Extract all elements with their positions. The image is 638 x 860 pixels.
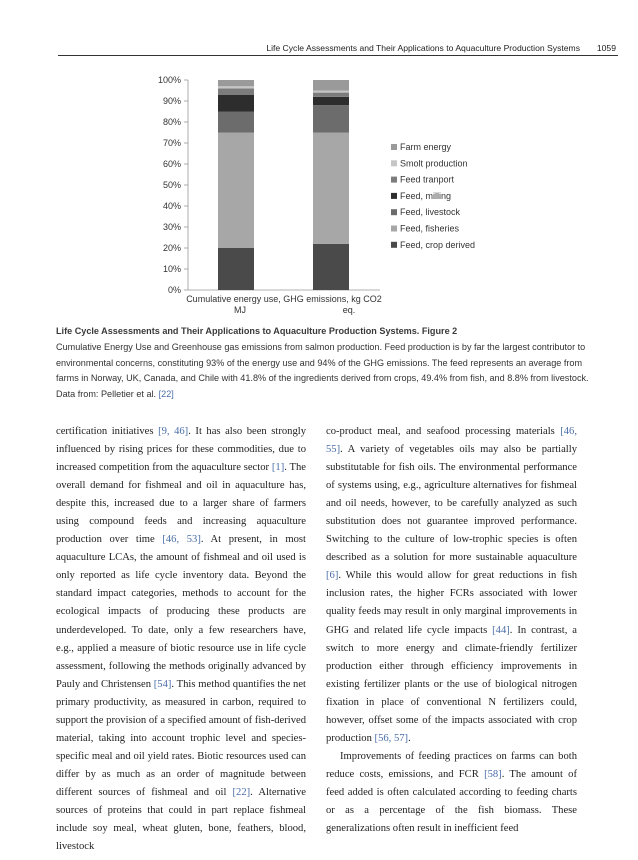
y-tick-label: 50% <box>162 180 181 190</box>
citation-link[interactable]: [46, 55] <box>326 426 577 456</box>
right-paragraph-1 <box>326 423 577 748</box>
y-tick-label: 20% <box>162 243 181 253</box>
body-text: . Alternative sources of proteins that could in part replace fishmeal include soy meal, wheat gluten, bone, feathers, blood, livestock <box>56 786 306 853</box>
legend-label: Feed tranport <box>400 174 455 185</box>
left-column <box>56 423 306 856</box>
body-text: co-product meal, and seafood processing materials <box>326 426 561 437</box>
body-text: . This method quantifies the net primary productivity, as measured in carbon, required to support the provision of a specified amount of fish-derived material, taking into account trophic level and species-specific meal and oil yield rates. Biotic resources used can differ by as much as an order of magnitude between different sources of fishmeal and oil <box>56 678 306 798</box>
legend-label: Feed, livestock <box>400 207 461 218</box>
y-tick-label: 40% <box>162 201 181 211</box>
legend-label: Feed, milling <box>400 190 452 201</box>
left-paragraph <box>56 423 306 856</box>
x-label-cat2-line2: eq. <box>342 305 356 315</box>
bar-segment-4-1 <box>313 93 349 97</box>
y-tick-label: 100% <box>157 75 181 85</box>
y-tick-label: 30% <box>162 222 181 232</box>
bars <box>218 80 349 290</box>
body-text: certification initiatives <box>56 426 159 437</box>
y-tick-label: 10% <box>162 264 181 274</box>
body-text: . <box>408 732 411 744</box>
citation-link[interactable]: [6] <box>326 570 339 582</box>
citation-link[interactable]: [46, 53] <box>162 534 201 546</box>
y-tick-label: 80% <box>162 117 181 127</box>
y-tick-label: 60% <box>162 159 181 169</box>
legend-label: Smolt production <box>400 158 468 169</box>
y-tick-label: 70% <box>162 138 181 148</box>
legend-label: Farm energy <box>400 142 452 152</box>
bar-segment-4-0 <box>218 88 254 94</box>
legend <box>391 142 475 250</box>
x-label-cat1-line2: MJ <box>234 305 246 315</box>
body-text: . In contrast, a switch to more energy and climate-friendly fertilizer production either through efficiency improvements in existing fertilizer plants or the use of biological nitrogen fixation in place of conventional N fertilizers could, however, offset some of the impacts associated with crop production <box>326 624 577 744</box>
page-number: 1059 <box>596 43 616 53</box>
x-axis-labels <box>186 294 382 315</box>
legend-label: Feed, crop derived <box>400 239 476 250</box>
body-text: . The amount of feed added is often calculated according to feeding charts or as a percentage of the fish biomass. These generalizations often result in inefficient feed <box>326 768 577 835</box>
bar-segment-1-0 <box>218 133 254 249</box>
body-text: . It has also been strongly influenced by rising prices for these commodities, due to increased competition from the aquaculture sector <box>56 426 306 474</box>
bar-segment-1-1 <box>313 133 349 244</box>
x-label-cat1: Cumulative energy use, <box>186 294 281 304</box>
bar-segment-0-0 <box>218 248 254 290</box>
citation-link[interactable]: [58] <box>484 768 502 780</box>
body-text: Improvements of feeding practices on farms can both reduce costs, emissions, and FCR <box>326 750 577 780</box>
bar-segment-0-1 <box>313 244 349 290</box>
citation-link[interactable]: [9, 46] <box>158 426 189 437</box>
bar-segment-3-0 <box>218 95 254 112</box>
header-rule <box>58 55 618 56</box>
bar-segment-2-0 <box>218 112 254 133</box>
body-text: . While this would allow for great reductions in fish inclusion rates, the higher FCRs associated with lower quality feeds may result in only marginal improvements in GHG and related life cycle impacts <box>326 570 577 636</box>
bar-segment-2-1 <box>313 105 349 132</box>
citation-link[interactable]: [1] <box>271 462 285 474</box>
legend-swatch <box>391 242 397 248</box>
right-column <box>326 423 577 838</box>
stacked-bar-chart <box>0 60 638 322</box>
x-label-cat2: GHG emissions, kg CO2 <box>283 294 382 304</box>
caption-body: Cumulative Energy Use and Greenhouse gas emissions from salmon production. Feed production is by far the largest contributor to environmental concerns, constituting 93% of the energy use and 94% of the GHG emissions. The feed represents an average from farms in Norway, UK, Canada, and Chile with 41.8% of the ingredients derived from crops, 49.4% from fish, and 8.8% from livestock. Data from: Pelletier et al. <box>56 341 589 400</box>
y-tick-label: 90% <box>162 96 181 106</box>
bar-segment-5-0 <box>218 86 254 88</box>
right-paragraph-2 <box>326 748 577 838</box>
body-text: . A variety of vegetables oils may also be partially substitutable for fish oils. The environmental performance of systems using, e.g., agriculture alternatives for fishmeal and oil needs, however, to be carefully analyzed as such substitution does not guarantee improved performance. Switching to the culture of low-trophic species is often described as a solution for more sustainable aquaculture <box>326 444 577 564</box>
citation-link[interactable]: [44] <box>492 624 510 636</box>
caption-title: Life Cycle Assessments and Their Applications to Aquaculture Production Systems. Figure 2 <box>56 326 458 336</box>
y-tick-label: 0% <box>167 285 181 295</box>
bar-segment-3-1 <box>313 97 349 105</box>
bar-segment-5-1 <box>313 91 349 93</box>
legend-swatch <box>391 160 397 166</box>
legend-swatch <box>391 193 397 199</box>
body-text: . At present, in most aquaculture LCAs, the amount of fishmeal and oil used is only reported as life cycle inventory data. Beyond the standard impact categories, methods to account for the ecological impacts of producing these products are underdeveloped. To date, only a few researchers have, e.g., applied a measure of biotic resource use in life cycle assessment, following the methods originally advanced by Pauly and Christensen <box>56 534 306 690</box>
legend-swatch <box>391 177 397 183</box>
citation-link[interactable]: [56, 57] <box>374 732 409 744</box>
legend-label: Feed, fisheries <box>400 223 460 234</box>
bar-segment-6-0 <box>218 80 254 86</box>
running-title: Life Cycle Assessments and Their Applications to Aquaculture Production Systems <box>266 43 580 53</box>
x-label-line1 <box>186 294 382 304</box>
legend-swatch <box>391 209 397 215</box>
running-header <box>0 40 638 54</box>
bar-segment-6-1 <box>313 80 349 91</box>
legend-swatch <box>391 226 397 232</box>
body-text: . The overall demand for fishmeal and oil in aquaculture has, despite this, increased due to a larger share of farmers using compound feeds and increasing aquaculture production over time <box>56 462 306 546</box>
citation-link[interactable]: [22] <box>232 786 251 798</box>
citation-link[interactable]: [54] <box>153 678 172 690</box>
legend-swatch <box>391 144 397 150</box>
figure-caption <box>56 324 596 403</box>
caption-reference-link[interactable]: [22] <box>158 389 174 400</box>
